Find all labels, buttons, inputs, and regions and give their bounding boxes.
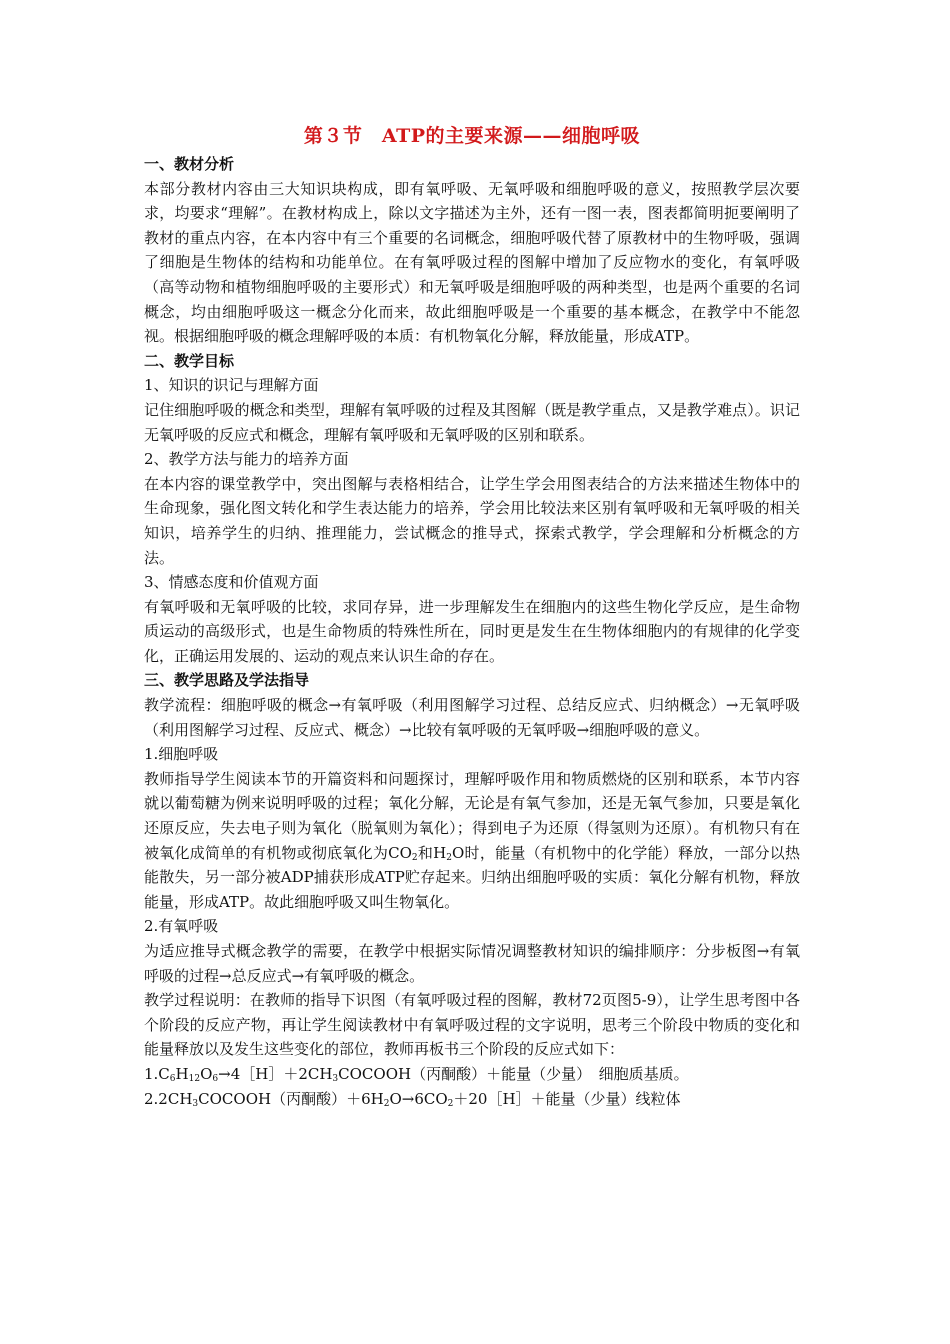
subheading-values: 3、情感态度和价值观方面	[144, 573, 319, 592]
subheading-methods: 2、教学方法与能力的培养方面	[144, 450, 349, 469]
section-heading-1: 一、教材分析	[144, 155, 235, 173]
page-title: 第３节 ATP的主要来源——细胞呼吸	[303, 125, 641, 147]
paragraph-textbook-analysis: 本部分教材内容由三大知识块构成，即有氧呼吸、无氧呼吸和细胞呼吸的意义，按照教学层次要求，均要求“理解”。在教材构成上，除以文字描述为主外，还有一图一表，图表都简明扼要阐明了教材的重点内容，在本内容中有三个重要的名词概念，细胞呼吸代替了原教材中的生物呼吸，强调了细胞是生物体的结构和功能单位。在有氧呼吸过程的图解中增加了反应物水的变化，有氧呼吸（高等动物和植物细胞呼吸的主要形式）和无氧呼吸是细胞呼吸的两种类型，也是两个重要的名词概念，均由细胞呼吸这一概念分化而来，故此细胞呼吸是一个重要的基本概念，在教学中不能忽视。根据细胞呼吸的概念理解呼吸的本质：有机物氧化分解，释放能量，形成ATP。	[144, 179, 800, 346]
paragraph-aerobic-order: 为适应推导式概念教学的需要，在教学中根据实际情况调整教材知识的编排顺序：分步板图→有氧呼吸的过程→总反应式→有氧呼吸的概念。	[144, 942, 800, 985]
section-heading-2: 二、教学目标	[144, 351, 235, 370]
equation-stage-2: $2.2CH_3COCOOH$（丙酮酸）$+6H_2O\to 6CO_2+20[H]+$能量（少量）线粒体	[144, 1089, 681, 1109]
subheading-knowledge: 1、知识的识记与理解方面	[144, 376, 319, 395]
equation-stage-1: $1.C_6H_{12}O_6\to 4[H]+2CH_3COCOOH$（丙酮酸）＋能量（少量） 细胞质基质。	[144, 1064, 689, 1084]
paragraph-process-explanation: 教学过程说明：在教师的指导下识图（有氧呼吸过程的图解，教材72页图5-9），让学生思考图中各个阶段的反应产物，再让学生阅读教材中有氧呼吸过程的文字说明，思考三个阶段中物质的变化和能量释放以及发生这些变化的部位，教师再板书三个阶段的反应式如下：	[144, 991, 800, 1059]
paragraph-knowledge: 记住细胞呼吸的概念和类型，理解有氧呼吸的过程及其图解（既是教学重点，又是教学难点）。识记无氧呼吸的反应式和概念，理解有氧呼吸和无氧呼吸的区别和联系。	[144, 400, 800, 444]
paragraph-values: 有氧呼吸和无氧呼吸的比较，求同存异，进一步理解发生在细胞内的这些生物化学反应，是生命物质运动的高级形式，也是生命物质的特殊性所在，同时更是发生在生物体细胞内的有规律的化学变化，正确运用发展的、运动的观点来认识生命的存在。	[144, 597, 800, 665]
paragraph-methods: 在本内容的课堂教学中，突出图解与表格相结合，让学生学会用图表结合的方法来描述生物体中的生命现象，强化图文转化和学生表达能力的培养，学会用比较法来区别有氧呼吸和无氧呼吸的相关知识，培养学生的归纳、推理能力，尝试概念的推导式，探索式教学，学会理解和分析概念的方法。	[144, 474, 800, 567]
subheading-aerobic: 2.有氧呼吸	[144, 917, 219, 936]
subheading-cell-respiration: 1.细胞呼吸	[144, 745, 219, 764]
paragraph-teaching-flow: 教学流程：细胞呼吸的概念→有氧呼吸（利用图解学习过程、总结反应式、归纳概念）→无氧呼吸（利用图解学习过程、反应式、概念）→比较有氧呼吸的无氧呼吸→细胞呼吸的意义。	[144, 696, 800, 739]
paragraph-cell-respiration: 教师指导学生阅读本节的开篇资料和问题探讨，理解呼吸作用和物质燃烧的区别和联系，本节内容就以葡萄糖为例来说明呼吸的过程；氧化分解，无论是有氧气参加，还是无氧气参加，只要是氧化还原反应，失去电子则为氧化（脱氧则为氧化）；得到电子为还原（得氢则为还原）。有机物只有在被氧化成简单的有机物或彻底氧化为$CO_2$和$H_2O$时，能量（有机物中的化学能）释放，一部分以热能散失，另一部分被ADP捕获形成ATP贮存起来。归纳出细胞呼吸的实质：氧化分解有机物，释放能量，形成ATP。故此细胞呼吸又叫生物氧化。	[144, 769, 800, 911]
section-heading-3: 三、教学思路及学法指导	[144, 671, 310, 690]
